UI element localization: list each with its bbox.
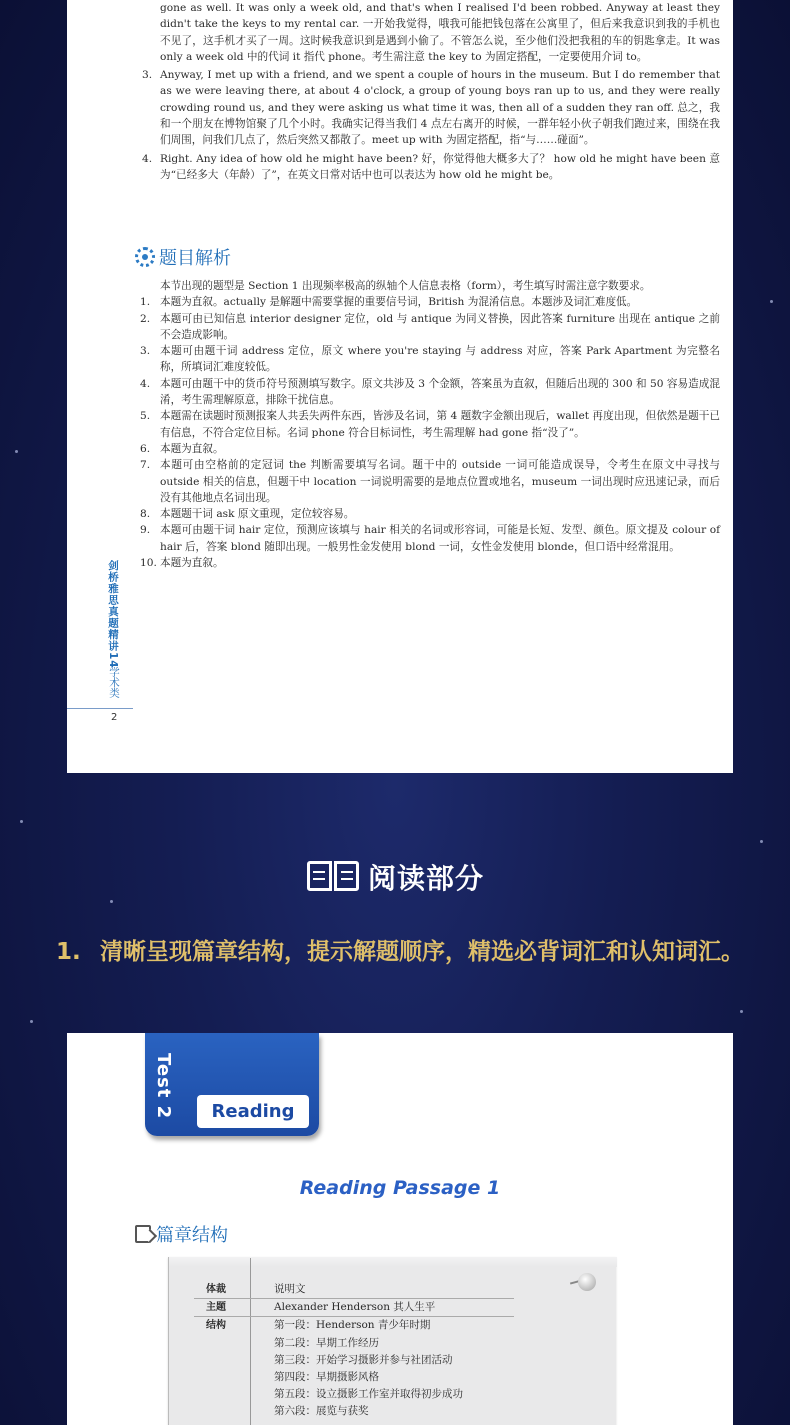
pushpin-icon xyxy=(570,1269,600,1299)
gear-icon xyxy=(135,247,155,267)
reading-tab-label: Reading xyxy=(197,1095,309,1128)
book-page-2 xyxy=(67,1033,733,1425)
star-decoration xyxy=(20,820,23,823)
row-value: 说明文 xyxy=(274,1283,306,1295)
row-value: 第二段：早期工作经历 xyxy=(274,1336,379,1349)
row-value: 第一段：Henderson 青少年时期 xyxy=(274,1319,431,1332)
row-value: 第三段：开始学习摄影并参与社团活动 xyxy=(274,1353,453,1366)
table-row xyxy=(194,1403,514,1420)
test-tab xyxy=(145,1033,319,1136)
list-item: 5. 本题需在读题时预测报案人共丢失两件东西，皆涉及名词，第 4 题数字金额出现后，wallet 再度出现，但依然是题干已有信息，不符合定位目标。名词 phone 符合目标词性，考生需理解 had gone 指“没了”。 xyxy=(140,410,720,439)
list-item: 1. 本题为直叙。actually 是解题中需要掌握的重要信号词，British 为混淆信息。本题涉及词汇难度低。 xyxy=(140,296,638,309)
test-label: Test 2 xyxy=(153,1053,174,1120)
row-key: 结构 xyxy=(206,1320,226,1332)
table-row xyxy=(194,1317,514,1334)
section-heading xyxy=(135,244,231,270)
row-value: 第四段：早期摄影风格 xyxy=(274,1371,379,1384)
star-decoration xyxy=(770,300,773,303)
list-item xyxy=(142,67,720,148)
book-page-1 xyxy=(67,0,733,773)
table-row xyxy=(194,1352,514,1369)
structure-heading xyxy=(135,1221,228,1247)
star-decoration xyxy=(760,840,763,843)
reading-section-heading xyxy=(0,857,790,897)
passage-title: Reading Passage 1 xyxy=(299,1177,501,1199)
list-item xyxy=(142,151,720,184)
item-text: Right. Any idea of how old he might have been? 好，你觉得他大概多大了？ how old he might have been 意为“已经多大（年龄）了”，在英文日常对话中也可以表达为 how old he might be。 xyxy=(160,152,720,181)
list-item: 10. 本题为直叙。 xyxy=(140,557,224,570)
feature-text: 清晰呈现篇章结构，提示解题顺序，精选必背词汇和认知词汇。 xyxy=(100,939,744,965)
row-key: 体裁 xyxy=(206,1284,226,1295)
list-item: 6. 本题为直叙。 xyxy=(140,442,224,455)
page-number: 2 xyxy=(111,712,118,723)
feature-point xyxy=(56,932,756,972)
list-item: 4. 本题可由题干中的货币符号预测填写数字。原文共涉及 3 个金额，答案虽为直叙，但随后出现的 300 和 50 容易造成混淆，考生需理解原意，排除干扰信息。 xyxy=(140,377,720,407)
table-row xyxy=(194,1335,514,1352)
reading-section-title: 阅读部分 xyxy=(367,862,484,895)
row-key: 主题 xyxy=(206,1302,226,1314)
structure-table xyxy=(194,1281,514,1421)
item-number: 3. xyxy=(142,69,153,82)
page-number-divider xyxy=(67,708,133,709)
list-item: 8. 本题题干词 ask 原文重现，定位较容易。 xyxy=(140,508,355,521)
transcript-notes xyxy=(142,0,720,183)
list-item: 9. 本题可由题干词 hair 定位，预测应该填与 hair 相关的名词或形容词，可能是长短、发型、颜色。原文提及 colour of hair 后，答案 blond 随即出现。一般男性金发使用 blond 一词，女性金发使用 blonde，但口语中经常混用。 xyxy=(140,524,720,553)
list-item: 3. 本题可由题干词 address 定位，原文 where you're staying 与 address 对应，答案 Park Apartment 为完整名称，所填词汇难度较低。 xyxy=(140,345,720,374)
row-value: 第五段：设立摄影工作室并取得初步成功 xyxy=(274,1388,463,1401)
table-row xyxy=(194,1281,514,1299)
item-number: 4. xyxy=(142,152,153,165)
star-decoration xyxy=(740,1010,743,1013)
list-item: 2. 本题可由已知信息 interior designer 定位，old 与 antique 为同义替换，因此答案 furniture 出现在 antique 之前不会造成影响。 xyxy=(140,312,720,341)
table-row xyxy=(194,1369,514,1386)
book-side-subtitle: ·学术类 xyxy=(108,663,120,698)
row-value: Alexander Henderson 其人生平 xyxy=(274,1301,436,1314)
analysis-intro: 本节出现的题型是 Section 1 出现频率极高的纵轴个人信息表格（form），考生填写时需注意字数要求。 xyxy=(160,280,651,292)
section-title: 题目解析 xyxy=(159,248,231,269)
document-edit-icon xyxy=(135,1225,151,1243)
star-decoration xyxy=(15,450,18,453)
structure-title: 篇章结构 xyxy=(156,1225,228,1246)
book-side-title: 剑桥雅思真题精讲14 xyxy=(107,560,119,669)
star-decoration xyxy=(30,1020,33,1023)
star-decoration xyxy=(110,900,113,903)
row-value: 第六段：展览与获奖 xyxy=(274,1405,369,1418)
table-row xyxy=(194,1386,514,1403)
item-text: Anyway, I met up with a friend, and we spent a couple of hours in the museum. But I do remember that as we were leaving there, at about 4 o'clock, a group of young boys ran up to us, and they were really crowding round us, and they were asking us what time it was, then all of a sudden they ran off. 总之，我和一个朋友在博物馆聚了几个小时。我确实记得当我们 4 点左右离开的时候，一群年轻小伙子朝我们跑过来，围绕在我们周围，问我们几点了，然后突然又都散了。meet up with 为固定搭配，指“与……碰面”。 xyxy=(160,69,720,147)
continued-paragraph: gone as well. It was only a week old, and that's when I realised I'd been robbed. Anyway at least they didn't take the keys to my rental car. 一开始我觉得，哦我可能把钱包落在公寓里了，但后来我意识到我的手机也不见了，这手机才买了一周。这时候我意识到是遇到小偷了。不管怎么说，至少他们没把我租的车的钥匙拿走。It was only a week old 中的代词 it 指代 phone。考生需注意 the key to 为固定搭配，一定要使用介词 to。 xyxy=(160,2,720,63)
table-row xyxy=(194,1299,514,1317)
feature-number: 1. xyxy=(56,939,81,965)
open-book-icon xyxy=(306,859,360,895)
analysis-list xyxy=(140,278,720,571)
list-item: 7. 本题可由空格前的定冠词 the 判断需要填写名词。题干中的 outside 一词可能造成误导，令考生在原文中寻找与 outside 相关的信息，但题干中 location 一词说明需要的是地点位置或地名，museum 一词出现时应迅速记录，而后没有其他地点名词出现。 xyxy=(140,459,720,504)
